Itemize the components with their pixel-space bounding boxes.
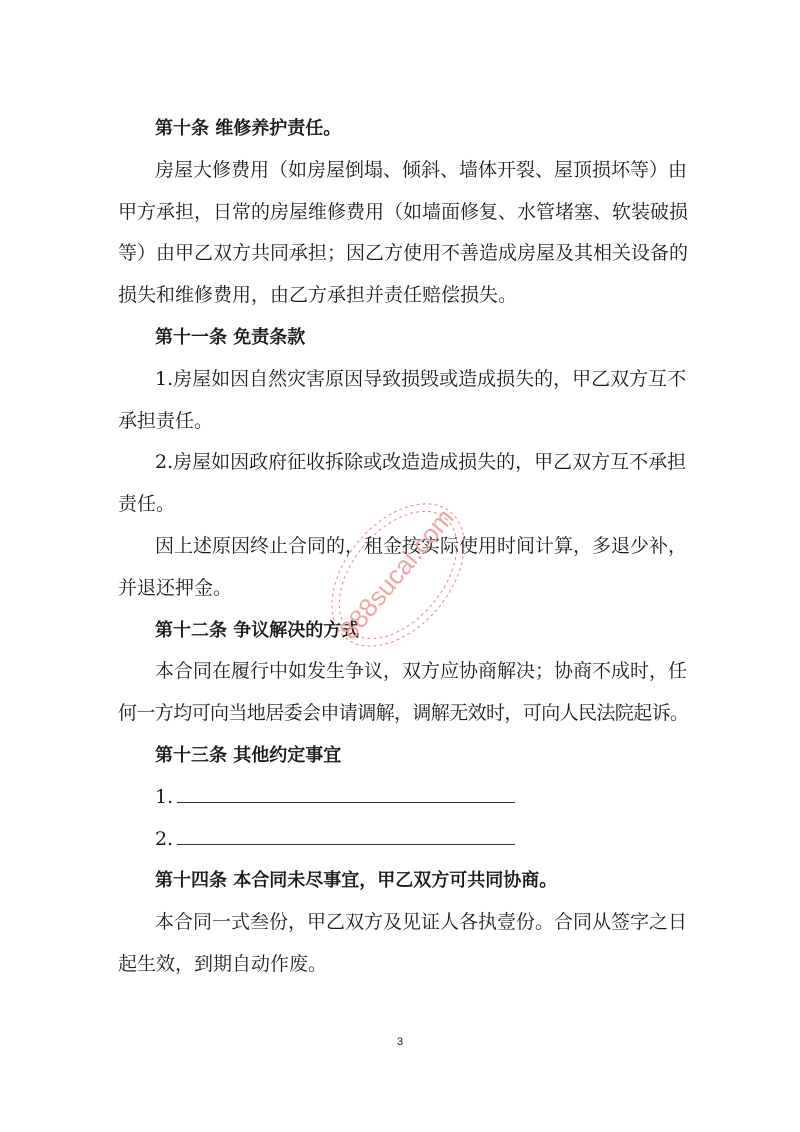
section-heading: 第十四条 本合同未尽事宜，甲乙双方可共同协商。 bbox=[155, 870, 558, 892]
page-number: 3 bbox=[396, 1036, 404, 1048]
section-heading: 第十三条 其他约定事宜 bbox=[155, 744, 342, 766]
document-body bbox=[118, 108, 689, 986]
paragraph-line: 本合同在履行中如发生争议，双方应协商解决；协商不成时，任 bbox=[155, 660, 688, 683]
paragraph-line: 甲方承担，日常的房屋维修费用（如墙面修复、水管堵塞、软装破损 bbox=[118, 200, 689, 223]
paragraph-line: 并退还押金。 bbox=[118, 576, 233, 599]
paragraph-line: 承担责任。 bbox=[118, 409, 214, 432]
section-heading: 第十条 维修养护责任。 bbox=[155, 118, 342, 139]
section-heading: 第十二条 争议解决的方式 bbox=[155, 619, 360, 641]
blank-underline bbox=[177, 820, 515, 845]
watermark-text: 888sucai.com bbox=[333, 502, 460, 645]
paragraph-line: 何一方均可向当地居委会申请调解，调解无效时，可向人民法院起诉。 bbox=[118, 702, 689, 725]
blank-item-number: 1. bbox=[155, 785, 174, 808]
blank-item bbox=[118, 777, 682, 819]
paragraph-line: 房屋大修费用（如房屋倒塌、倾斜、墙体开裂、屋顶损坏等）由 bbox=[155, 158, 688, 181]
blank-item-number: 2. bbox=[155, 827, 174, 850]
blank-underline bbox=[177, 778, 515, 803]
paragraph-line: 2.房屋如因政府征收拆除或改造造成损失的，甲乙双方互不承担 bbox=[155, 451, 687, 474]
blank-item bbox=[118, 819, 682, 861]
paragraph-line: 1.房屋如因自然灾害原因导致损毁或造成损失的，甲乙双方互不 bbox=[155, 367, 687, 390]
paragraph-line: 责任。 bbox=[118, 493, 176, 516]
section-heading: 第十一条 免责条款 bbox=[155, 326, 306, 348]
paragraph-line: 等）由甲乙双方共同承担；因乙方使用不善造成房屋及其相关设备的 bbox=[118, 242, 689, 265]
paragraph-line: 起生效，到期自动作废。 bbox=[118, 952, 328, 975]
paragraph-line: 损失和维修费用，由乙方承担并责任赔偿损失。 bbox=[118, 284, 518, 307]
paragraph-line: 因上述原因终止合同的，租金按实际使用时间计算，多退少补， bbox=[155, 534, 688, 557]
paragraph-line: 本合同一式叁份，甲乙双方及见证人各执壹份。合同从签字之日 bbox=[155, 911, 688, 934]
